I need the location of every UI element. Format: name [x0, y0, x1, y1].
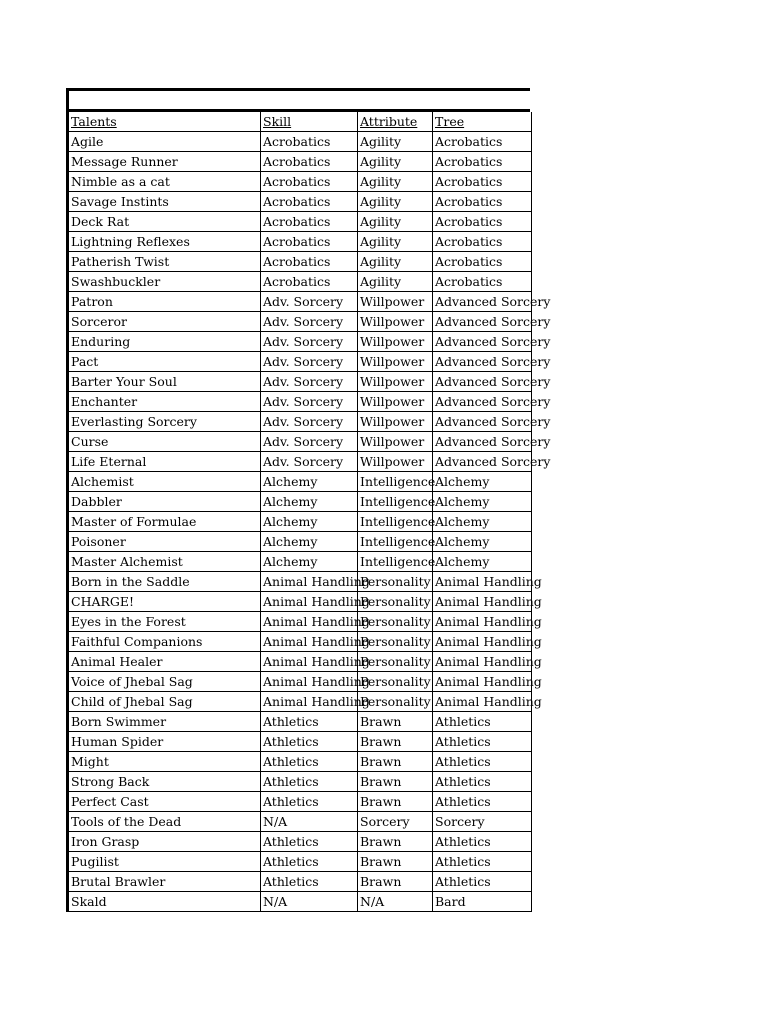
cell-talent: Patherish Twist — [68, 252, 261, 272]
cell-tree: Animal Handling — [433, 612, 532, 632]
cell-tree: Advanced Sorcery — [433, 332, 532, 352]
table-row — [68, 612, 532, 632]
cell-talent: Savage Instints — [68, 192, 261, 212]
cell-talent: Swashbuckler — [68, 272, 261, 292]
table-row — [68, 212, 532, 232]
table-row — [68, 552, 532, 572]
cell-skill: Adv. Sorcery — [261, 432, 358, 452]
table-row — [68, 872, 532, 892]
cell-tree: Athletics — [433, 792, 532, 812]
table-row — [68, 352, 532, 372]
cell-tree: Advanced Sorcery — [433, 312, 532, 332]
cell-tree: Athletics — [433, 832, 532, 852]
cell-attribute: Willpower — [358, 332, 433, 352]
table-row — [68, 772, 532, 792]
cell-attribute: Sorcery — [358, 812, 433, 832]
cell-attribute: Intelligence — [358, 472, 433, 492]
table-row — [68, 252, 532, 272]
cell-tree: Advanced Sorcery — [433, 452, 532, 472]
table-row — [68, 312, 532, 332]
cell-attribute: Personality — [358, 672, 433, 692]
cell-attribute: Agility — [358, 252, 433, 272]
cell-tree: Animal Handling — [433, 572, 532, 592]
cell-skill: Alchemy — [261, 532, 358, 552]
cell-attribute: Intelligence — [358, 552, 433, 572]
cell-talent: Might — [68, 752, 261, 772]
cell-skill: Acrobatics — [261, 152, 358, 172]
cell-talent: Deck Rat — [68, 212, 261, 232]
cell-tree: Acrobatics — [433, 132, 532, 152]
cell-attribute: Willpower — [358, 312, 433, 332]
cell-attribute: Personality — [358, 632, 433, 652]
cell-talent: Child of Jhebal Sag — [68, 692, 261, 712]
cell-talent: Iron Grasp — [68, 832, 261, 852]
cell-tree: Alchemy — [433, 512, 532, 532]
table-row — [68, 852, 532, 872]
cell-skill: Alchemy — [261, 472, 358, 492]
table-row — [68, 832, 532, 852]
cell-attribute: Intelligence — [358, 532, 433, 552]
cell-tree: Alchemy — [433, 532, 532, 552]
cell-skill: Alchemy — [261, 552, 358, 572]
table-row — [68, 472, 532, 492]
table-row — [68, 892, 532, 912]
cell-talent: Nimble as a cat — [68, 172, 261, 192]
cell-skill: Animal Handling — [261, 592, 358, 612]
cell-attribute: Personality — [358, 572, 433, 592]
cell-attribute: Brawn — [358, 712, 433, 732]
cell-attribute: Willpower — [358, 432, 433, 452]
cell-skill: N/A — [261, 812, 358, 832]
cell-skill: Athletics — [261, 852, 358, 872]
talents-table — [66, 112, 551, 912]
cell-skill: Acrobatics — [261, 172, 358, 192]
cell-talent: Voice of Jhebal Sag — [68, 672, 261, 692]
cell-tree: Alchemy — [433, 492, 532, 512]
cell-attribute: Personality — [358, 692, 433, 712]
cell-attribute: Intelligence — [358, 492, 433, 512]
cell-tree: Advanced Sorcery — [433, 412, 532, 432]
cell-skill: Adv. Sorcery — [261, 392, 358, 412]
cell-tree: Athletics — [433, 772, 532, 792]
cell-tree: Animal Handling — [433, 652, 532, 672]
table-row — [68, 812, 532, 832]
cell-skill: Acrobatics — [261, 252, 358, 272]
cell-talent: Life Eternal — [68, 452, 261, 472]
cell-talent: Perfect Cast — [68, 792, 261, 812]
cell-attribute: Agility — [358, 172, 433, 192]
cell-talent: Message Runner — [68, 152, 261, 172]
cell-tree: Advanced Sorcery — [433, 392, 532, 412]
cell-skill: Adv. Sorcery — [261, 452, 358, 472]
header-cell-attribute: Attribute — [358, 112, 433, 132]
cell-skill: Acrobatics — [261, 192, 358, 212]
table-row — [68, 232, 532, 252]
cell-skill: Adv. Sorcery — [261, 332, 358, 352]
cell-tree: Animal Handling — [433, 672, 532, 692]
cell-skill: Athletics — [261, 772, 358, 792]
table-row — [68, 572, 532, 592]
table-row — [68, 432, 532, 452]
table-row — [68, 732, 532, 752]
cell-talent: Tools of the Dead — [68, 812, 261, 832]
table-row — [68, 672, 532, 692]
table-row — [68, 592, 532, 612]
table-row — [68, 132, 532, 152]
cell-talent: Born Swimmer — [68, 712, 261, 732]
cell-skill: Adv. Sorcery — [261, 372, 358, 392]
cell-skill: Animal Handling — [261, 672, 358, 692]
header-row — [68, 112, 532, 132]
cell-skill: N/A — [261, 892, 358, 912]
cell-tree: Animal Handling — [433, 592, 532, 612]
cell-tree: Advanced Sorcery — [433, 432, 532, 452]
cell-tree: Alchemy — [433, 472, 532, 492]
cell-attribute: Agility — [358, 212, 433, 232]
table-row — [68, 332, 532, 352]
cell-talent: Patron — [68, 292, 261, 312]
cell-skill: Animal Handling — [261, 612, 358, 632]
cell-skill: Alchemy — [261, 492, 358, 512]
cell-attribute: Personality — [358, 652, 433, 672]
cell-attribute: Agility — [358, 192, 433, 212]
cell-talent: Enchanter — [68, 392, 261, 412]
cell-talent: Strong Back — [68, 772, 261, 792]
cell-skill: Acrobatics — [261, 232, 358, 252]
cell-tree: Acrobatics — [433, 212, 532, 232]
cell-tree: Acrobatics — [433, 252, 532, 272]
cell-tree: Athletics — [433, 852, 532, 872]
table-row — [68, 272, 532, 292]
header-cell-skill: Skill — [261, 112, 358, 132]
cell-skill: Alchemy — [261, 512, 358, 532]
table-row — [68, 192, 532, 212]
table-row — [68, 632, 532, 652]
cell-skill: Athletics — [261, 792, 358, 812]
cell-tree: Advanced Sorcery — [433, 352, 532, 372]
cell-talent: Curse — [68, 432, 261, 452]
cell-tree: Alchemy — [433, 552, 532, 572]
cell-talent: Alchemist — [68, 472, 261, 492]
cell-attribute: Willpower — [358, 292, 433, 312]
cell-skill: Athletics — [261, 832, 358, 852]
cell-talent: Everlasting Sorcery — [68, 412, 261, 432]
cell-attribute: Brawn — [358, 732, 433, 752]
cell-talent: Pugilist — [68, 852, 261, 872]
table-row — [68, 512, 532, 532]
cell-talent: Brutal Brawler — [68, 872, 261, 892]
cell-tree: Acrobatics — [433, 172, 532, 192]
cell-talent: Animal Healer — [68, 652, 261, 672]
cell-skill: Adv. Sorcery — [261, 352, 358, 372]
cell-tree: Bard — [433, 892, 532, 912]
cell-tree: Animal Handling — [433, 632, 532, 652]
cell-attribute: Willpower — [358, 352, 433, 372]
table-row — [68, 452, 532, 472]
cell-tree: Acrobatics — [433, 152, 532, 172]
header-cell-talents: Talents — [68, 112, 261, 132]
cell-attribute: Willpower — [358, 412, 433, 432]
cell-talent: Born in the Saddle — [68, 572, 261, 592]
table-row — [68, 532, 532, 552]
cell-talent: Barter Your Soul — [68, 372, 261, 392]
cell-skill: Adv. Sorcery — [261, 312, 358, 332]
cell-attribute: N/A — [358, 892, 433, 912]
cell-attribute: Personality — [358, 612, 433, 632]
cell-skill: Athletics — [261, 752, 358, 772]
table-row — [68, 292, 532, 312]
cell-skill: Acrobatics — [261, 132, 358, 152]
cell-skill: Adv. Sorcery — [261, 412, 358, 432]
cell-talent: Agile — [68, 132, 261, 152]
cell-attribute: Brawn — [358, 872, 433, 892]
cell-skill: Acrobatics — [261, 212, 358, 232]
cell-attribute: Agility — [358, 152, 433, 172]
table-row — [68, 372, 532, 392]
cell-attribute: Personality — [358, 592, 433, 612]
cell-attribute: Brawn — [358, 832, 433, 852]
cell-attribute: Agility — [358, 272, 433, 292]
header-cell-tree: Tree — [433, 112, 532, 132]
cell-skill: Animal Handling — [261, 692, 358, 712]
table-row — [68, 172, 532, 192]
title-band — [66, 88, 530, 112]
cell-attribute: Agility — [358, 232, 433, 252]
cell-tree: Athletics — [433, 732, 532, 752]
cell-talent: Skald — [68, 892, 261, 912]
spreadsheet — [66, 88, 551, 926]
cell-attribute: Willpower — [358, 392, 433, 412]
table-row — [68, 152, 532, 172]
table-row — [68, 652, 532, 672]
table-row — [68, 492, 532, 512]
cell-tree: Athletics — [433, 752, 532, 772]
cell-talent: Poisoner — [68, 532, 261, 552]
cell-skill: Athletics — [261, 712, 358, 732]
cell-talent: Dabbler — [68, 492, 261, 512]
table-row — [68, 792, 532, 812]
cell-skill: Acrobatics — [261, 272, 358, 292]
cell-skill: Athletics — [261, 732, 358, 752]
cell-skill: Athletics — [261, 872, 358, 892]
cell-talent: Master Alchemist — [68, 552, 261, 572]
cell-attribute: Agility — [358, 132, 433, 152]
cell-tree: Athletics — [433, 712, 532, 732]
cell-talent: Pact — [68, 352, 261, 372]
cell-tree: Sorcery — [433, 812, 532, 832]
cell-skill: Animal Handling — [261, 652, 358, 672]
cell-attribute: Brawn — [358, 772, 433, 792]
cell-talent: Faithful Companions — [68, 632, 261, 652]
cell-skill: Animal Handling — [261, 572, 358, 592]
cell-attribute: Intelligence — [358, 512, 433, 532]
cell-talent: Sorceror — [68, 312, 261, 332]
cell-tree: Animal Handling — [433, 692, 532, 712]
cell-skill: Animal Handling — [261, 632, 358, 652]
table-row — [68, 392, 532, 412]
cell-tree: Acrobatics — [433, 192, 532, 212]
talents-table-body — [68, 112, 551, 912]
table-row — [68, 412, 532, 432]
cell-tree: Acrobatics — [433, 232, 532, 252]
cell-tree: Athletics — [433, 872, 532, 892]
cell-talent: CHARGE! — [68, 592, 261, 612]
cell-talent: Human Spider — [68, 732, 261, 752]
cell-attribute: Brawn — [358, 752, 433, 772]
cell-attribute: Brawn — [358, 792, 433, 812]
cell-tree: Acrobatics — [433, 272, 532, 292]
table-row — [68, 692, 532, 712]
cell-talent: Master of Formulae — [68, 512, 261, 532]
cell-attribute: Willpower — [358, 372, 433, 392]
cell-tree: Advanced Sorcery — [433, 292, 532, 312]
cell-talent: Enduring — [68, 332, 261, 352]
cell-talent: Lightning Reflexes — [68, 232, 261, 252]
cell-skill: Adv. Sorcery — [261, 292, 358, 312]
cell-tree: Advanced Sorcery — [433, 372, 532, 392]
table-row — [68, 712, 532, 732]
cell-talent: Eyes in the Forest — [68, 612, 261, 632]
cell-attribute: Brawn — [358, 852, 433, 872]
table-row — [68, 752, 532, 772]
cell-attribute: Willpower — [358, 452, 433, 472]
